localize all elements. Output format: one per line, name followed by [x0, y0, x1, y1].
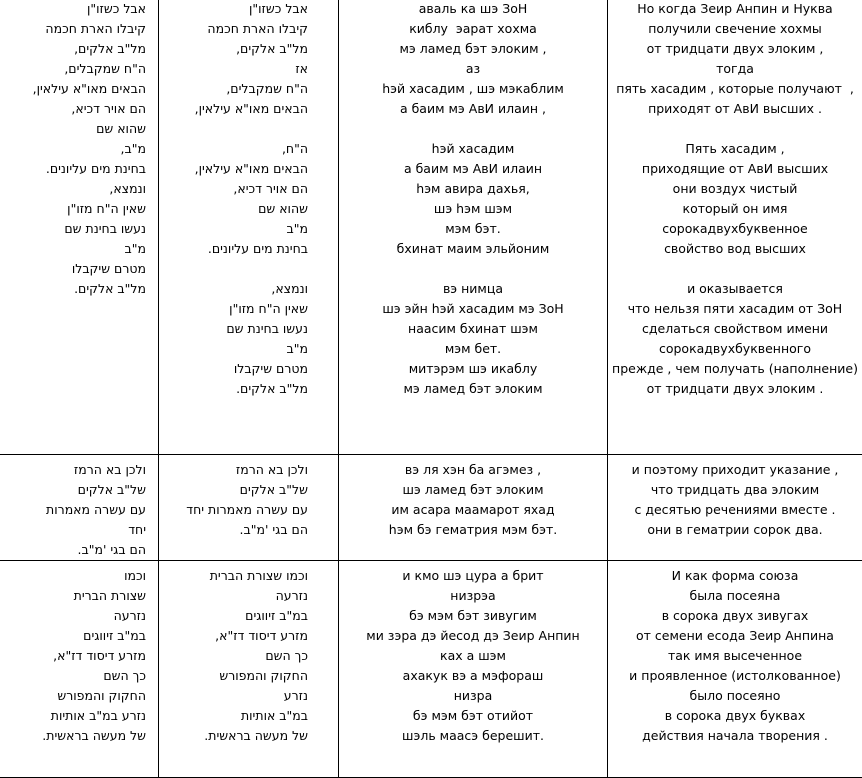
text-line: [611, 259, 859, 279]
text-line: ках а шэм: [342, 646, 604, 666]
text-line: hэм бэ гематрия мэм бэт.: [342, 520, 604, 540]
text-line: וכמו: [3, 566, 146, 586]
text-line: от тридцати двух элоким .: [611, 379, 859, 399]
text-line: шэ эйн hэй хасадим мэ ЗоН: [342, 299, 604, 319]
text-line: действия начала творения .: [611, 726, 859, 746]
text-line: הבאים מאו"א עילאין,: [162, 159, 308, 179]
hebrew-column-a-cell: [0, 455, 159, 561]
text-line: מל"ב אלקים,: [162, 39, 308, 59]
text-line: они воздух чистый: [611, 179, 859, 199]
hebrew-column-a-cell: [0, 561, 159, 778]
text-line: Пять хасадим ,: [611, 139, 859, 159]
text-line: и проявленное (истолкованное): [611, 666, 859, 686]
text-line: נזרע: [162, 686, 308, 706]
text-line: אבל כשזו"ן: [3, 0, 146, 19]
text-line: שאין ה"ח מזו"ן: [162, 299, 308, 319]
text-line: שאין ה"ח מזו"ן: [3, 199, 146, 219]
text-line: מ"ב,: [3, 139, 146, 159]
text-line: מטרם שיקבלו: [162, 359, 308, 379]
text-line: мэ ламед бэт элоким ,: [342, 39, 604, 59]
text-line: מל"ב אלקים,: [3, 39, 146, 59]
text-line: עם עשרה מאמרות: [3, 500, 146, 520]
hebrew-column-b-cell: [159, 455, 339, 561]
text-line: мэм бет.: [342, 339, 604, 359]
text-line: [162, 119, 308, 139]
text-line: hэй хасадим: [342, 139, 604, 159]
text-line: с десятью речениями вместе .: [611, 500, 859, 520]
text-line: הם אויר דכיא,: [3, 99, 146, 119]
text-line: hэм авира дахья,: [342, 179, 604, 199]
russian-column-cell: [608, 0, 862, 455]
text-line: прежде , чем получать (наполнение): [611, 359, 859, 379]
hebrew-column-b-cell: [159, 0, 339, 455]
text-line: сорокадвухбуквенного: [611, 339, 859, 359]
text-line: ולכן בא הרמז: [3, 460, 146, 480]
text-line: что тридцать два элоким: [611, 480, 859, 500]
text-line: И как форма союза: [611, 566, 859, 586]
text-line: мэ ламед бэт элоким: [342, 379, 604, 399]
text-line: ולכן בא הרמז: [162, 460, 308, 480]
text-line: יחד: [3, 520, 146, 540]
text-line: מ"ב: [3, 239, 146, 259]
text-line: и кмо шэ цура а брит: [342, 566, 604, 586]
text-line: приходящие от АвИ высших: [611, 159, 859, 179]
transliteration-column-cell: [339, 561, 608, 778]
text-line: [611, 119, 859, 139]
text-line: מ"ב: [162, 219, 308, 239]
text-line: им асара маамарот яхад: [342, 500, 604, 520]
text-line: ונמצא,: [3, 179, 146, 199]
text-line: который он имя: [611, 199, 859, 219]
text-line: была посеяна: [611, 586, 859, 606]
table-row: [0, 561, 862, 778]
text-line: шэль маасэ берешит.: [342, 726, 604, 746]
russian-column-cell: [608, 561, 862, 778]
text-line: בחינת מים עליונים.: [162, 239, 308, 259]
text-line: וכמו שצורת הברית: [162, 566, 308, 586]
text-line: אבל כשזו"ן: [162, 0, 308, 19]
text-line: בחינת מים עליונים.: [3, 159, 146, 179]
text-line: мэм бэт.: [342, 219, 604, 239]
text-line: киблу эарат хохма: [342, 19, 604, 39]
table-row: [0, 455, 862, 561]
text-line: пять хасадим , которые получают ,: [611, 79, 859, 99]
text-line: сделаться свойством имени: [611, 319, 859, 339]
text-line: מטרם שיקבלו: [3, 259, 146, 279]
text-line: של מעשה בראשית.: [3, 726, 146, 746]
text-line: аз: [342, 59, 604, 79]
text-line: נעשו בחינת שם: [162, 319, 308, 339]
text-line: של"ב אלקים: [3, 480, 146, 500]
text-line: они в гематрии сорок два.: [611, 520, 859, 540]
text-line: שצורת הברית: [3, 586, 146, 606]
text-line: קיבלו הארת חכמה: [162, 19, 308, 39]
text-line: החקוק והמפורש: [162, 666, 308, 686]
text-line: было посеяно: [611, 686, 859, 706]
text-line: от тридцати двух элоким ,: [611, 39, 859, 59]
text-line: а баим мэ АвИ илаин ,: [342, 99, 604, 119]
text-line: бэ мэм бэт отийот: [342, 706, 604, 726]
text-line: вэ ля хэн ба агэмез ,: [342, 460, 604, 480]
text-line: низра: [342, 686, 604, 706]
text-line: митэрэм шэ икаблу: [342, 359, 604, 379]
text-line: שהוא שם: [3, 119, 146, 139]
text-line: вэ нимца: [342, 279, 604, 299]
text-line: של מעשה בראשית.: [162, 726, 308, 746]
text-line: наасим бхинат шэм: [342, 319, 604, 339]
text-line: מזרע דיסוד דז"א,: [162, 626, 308, 646]
text-line: עם עשרה מאמרות יחד: [162, 500, 308, 520]
text-line: hэй хасадим , шэ мэкаблим: [342, 79, 604, 99]
text-line: מל"ב אלקים.: [162, 379, 308, 399]
text-line: от семени есода Зеир Анпина: [611, 626, 859, 646]
text-line: [162, 259, 308, 279]
text-line: במ"ב זיווגים: [162, 606, 308, 626]
text-line: הבאים מאו"א עילאין,: [162, 99, 308, 119]
text-line: נזרע במ"ב אותיות: [3, 706, 146, 726]
text-line: так имя высеченное: [611, 646, 859, 666]
text-line: Но когда Зеир Анпин и Нуква: [611, 0, 859, 19]
text-line: бхинат маим эльйоним: [342, 239, 604, 259]
text-line: ה"ח שמקבלים,: [3, 59, 146, 79]
text-line: тогда: [611, 59, 859, 79]
text-line: [342, 259, 604, 279]
text-line: נזרעה: [162, 586, 308, 606]
text-line: ה"ח,: [162, 139, 308, 159]
text-line: מל"ב אלקים.: [3, 279, 146, 299]
text-line: и оказывается: [611, 279, 859, 299]
text-line: במ"ב אותיות: [162, 706, 308, 726]
text-line: כך השם: [162, 646, 308, 666]
text-line: аваль ка шэ ЗоН: [342, 0, 604, 19]
text-line: במ"ב זיווגים: [3, 626, 146, 646]
hebrew-column-a-cell: [0, 0, 159, 455]
text-line: נזרעה: [3, 606, 146, 626]
text-line: получили свечение хохмы: [611, 19, 859, 39]
text-line: נעשו בחינת שם: [3, 219, 146, 239]
text-line: а баим мэ АвИ илаин: [342, 159, 604, 179]
text-line: ми зэра дэ йесод дэ Зеир Анпин: [342, 626, 604, 646]
text-line: в сорока двух зивугах: [611, 606, 859, 626]
text-line: ה"ח שמקבלים,: [162, 79, 308, 99]
text-line: של"ב אלקים: [162, 480, 308, 500]
text-line: приходят от АвИ высших .: [611, 99, 859, 119]
text-line: в сорока двух буквах: [611, 706, 859, 726]
text-line: כך השם: [3, 666, 146, 686]
text-line: אז: [162, 59, 308, 79]
text-line: сорокадвухбуквенное: [611, 219, 859, 239]
text-line: что нельзя пяти хасадим от ЗоН: [611, 299, 859, 319]
hebrew-column-b-cell: [159, 561, 339, 778]
text-line: шэ ламед бэт элоким: [342, 480, 604, 500]
text-line: ונמצא,: [162, 279, 308, 299]
text-line: бэ мэм бэт зивугим: [342, 606, 604, 626]
text-line: [342, 119, 604, 139]
text-line: החקוק והמפורש: [3, 686, 146, 706]
russian-column-cell: [608, 455, 862, 561]
text-line: קיבלו הארת חכמה: [3, 19, 146, 39]
text-line: הם אויר דכיא,: [162, 179, 308, 199]
text-line: שהוא שם: [162, 199, 308, 219]
text-line: и поэтому приходит указание ,: [611, 460, 859, 480]
text-line: הבאים מאו"א עילאין,: [3, 79, 146, 99]
text-line: מזרע דיסוד דז"א,: [3, 646, 146, 666]
text-line: ахакук вэ а мэфораш: [342, 666, 604, 686]
transliteration-column-cell: [339, 455, 608, 561]
transliteration-column-cell: [339, 0, 608, 455]
text-line: низрэа: [342, 586, 604, 606]
text-line: הם בגי 'מ"ב.: [162, 520, 308, 540]
text-line: шэ hэм шэм: [342, 199, 604, 219]
text-line: свойство вод высших: [611, 239, 859, 259]
text-line: מ"ב: [162, 339, 308, 359]
text-line: הם בגי 'מ"ב.: [3, 540, 146, 560]
